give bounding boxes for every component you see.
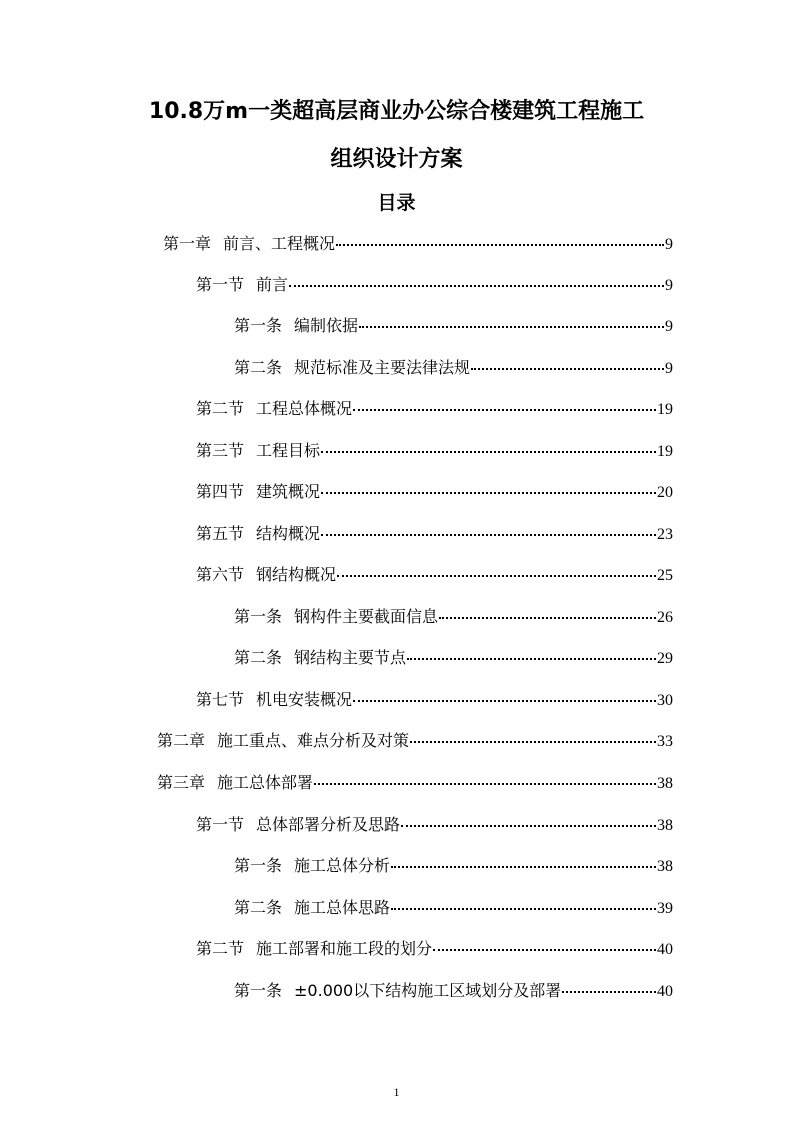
toc-leader-dots [353, 695, 656, 702]
toc-leader-dots [353, 404, 656, 411]
toc-entry-page: 20 [657, 484, 673, 501]
toc-entry-page: 29 [657, 650, 673, 667]
toc-entry-number: 第一节 [196, 275, 245, 294]
toc-leader-dots [439, 612, 656, 619]
toc-entry-page: 23 [657, 526, 673, 543]
toc-entry-number: 第一条 [234, 981, 283, 1000]
toc-entry-number: 第二节 [196, 399, 245, 418]
toc-entry-title: 编制依据 [294, 316, 359, 335]
toc-leader-dots [321, 446, 656, 453]
toc-entry-page: 26 [657, 609, 673, 626]
toc-entry-title: 建筑概况 [256, 482, 321, 501]
toc-entry[interactable] [234, 314, 673, 338]
toc-entry-number: 第一节 [196, 815, 245, 834]
toc-leader-dots [471, 363, 664, 370]
toc-leader-dots [336, 239, 664, 246]
toc-entry[interactable] [234, 605, 673, 629]
toc-entry-number: 第一条 [234, 856, 283, 875]
toc-entry-page: 9 [665, 277, 673, 294]
toc-entry-page: 9 [665, 236, 673, 253]
toc-entry-title: 结构概况 [256, 524, 321, 543]
toc-entry-title: 施工总体思路 [294, 898, 391, 917]
page-number: 1 [393, 1085, 400, 1099]
toc-entry[interactable] [196, 273, 673, 297]
toc-leader-dots [433, 944, 656, 951]
toc-entry-page: 38 [657, 817, 673, 834]
toc-entry-number: 第一条 [234, 607, 283, 626]
document-title-line-1: 10.8万m一类超高层商业办公综合楼建筑工程施工 [148, 99, 645, 124]
toc-entry-title: 总体部署分析及思路 [256, 815, 401, 834]
toc-entry-number: 第四节 [196, 482, 245, 501]
toc-entry[interactable] [196, 688, 673, 712]
toc-entry-page: 39 [657, 900, 673, 917]
toc-entry-title: 钢构件主要截面信息 [294, 607, 439, 626]
document-title-line-2: 组织设计方案 [330, 147, 463, 172]
toc-entry[interactable] [234, 646, 673, 670]
toc-leader-dots [321, 529, 656, 536]
toc-entry-page: 9 [665, 360, 673, 377]
toc-entry-page: 30 [657, 692, 673, 709]
toc-leader-dots [359, 321, 664, 328]
toc-entry-title: 前言 [256, 275, 289, 294]
toc-entry-title: 施工重点、难点分析及对策 [217, 731, 410, 750]
toc-entry-number: 第二条 [234, 898, 283, 917]
toc-entry-title: 前言、工程概况 [223, 234, 336, 253]
toc-entry[interactable] [196, 522, 673, 546]
toc-entry-title: 施工部署和施工段的划分 [256, 939, 433, 958]
toc-entry[interactable] [196, 480, 673, 504]
toc-entry-page: 33 [657, 733, 673, 750]
toc-entry-number: 第二条 [234, 648, 283, 667]
toc-entry-page: 19 [657, 443, 673, 460]
toc-leader-dots [410, 736, 656, 743]
toc-leader-dots [321, 487, 656, 494]
toc-entry-number: 第七节 [196, 690, 245, 709]
toc-entry[interactable] [234, 356, 673, 380]
toc-entry-title: 钢结构概况 [256, 565, 337, 584]
toc-heading: 目录 [377, 192, 416, 214]
toc-entry-title: 规范标准及主要法律法规 [294, 358, 471, 377]
toc-entry[interactable] [234, 896, 673, 920]
toc-entry-page: 25 [657, 567, 673, 584]
toc-entry[interactable] [196, 397, 673, 421]
toc-entry-number: 第三节 [196, 441, 245, 460]
toc-entry[interactable] [157, 729, 673, 753]
toc-leader-dots [401, 820, 656, 827]
toc-leader-dots [314, 778, 656, 785]
toc-entry-number: 第五节 [196, 524, 245, 543]
toc-entry-page: 38 [657, 775, 673, 792]
toc-leader-dots [391, 903, 656, 910]
toc-leader-dots [337, 570, 656, 577]
toc-entry-title: 机电安装概况 [256, 690, 353, 709]
toc-leader-dots [562, 986, 656, 993]
toc-entry-page: 40 [657, 941, 673, 958]
toc-entry-number: 第二条 [234, 358, 283, 377]
toc-entry[interactable] [157, 771, 673, 795]
toc-entry-number: 第一条 [234, 316, 283, 335]
toc-leader-dots [407, 653, 656, 660]
toc-entry[interactable] [196, 563, 673, 587]
toc-entry-page: 38 [657, 858, 673, 875]
toc-entry-page: 40 [657, 983, 673, 1000]
toc-entry-page: 9 [665, 318, 673, 335]
toc-entry-number: 第二章 [157, 731, 206, 750]
toc-entry-number: 第三章 [157, 773, 206, 792]
toc-entry[interactable] [196, 813, 673, 837]
toc-leader-dots [289, 280, 664, 287]
toc-entry-title: 施工总体分析 [294, 856, 391, 875]
toc-entry[interactable] [196, 439, 673, 463]
toc-entry-title: 施工总体部署 [217, 773, 314, 792]
toc-entry-page: 19 [657, 401, 673, 418]
toc-entry-title: 钢结构主要节点 [294, 648, 407, 667]
toc-entry-number: 第六节 [196, 565, 245, 584]
toc-leader-dots [391, 861, 656, 868]
toc-entry-title: 工程目标 [256, 441, 321, 460]
toc-entry[interactable] [196, 937, 673, 961]
toc-entry-title: ±0.000以下结构施工区域划分及部署 [294, 981, 562, 1000]
toc-entry-title: 工程总体概况 [256, 399, 353, 418]
toc-entry[interactable] [234, 979, 673, 1003]
toc-entry[interactable] [163, 232, 673, 256]
toc-entry[interactable] [234, 854, 673, 878]
toc-entry-number: 第二节 [196, 939, 245, 958]
toc-entry-number: 第一章 [163, 234, 212, 253]
